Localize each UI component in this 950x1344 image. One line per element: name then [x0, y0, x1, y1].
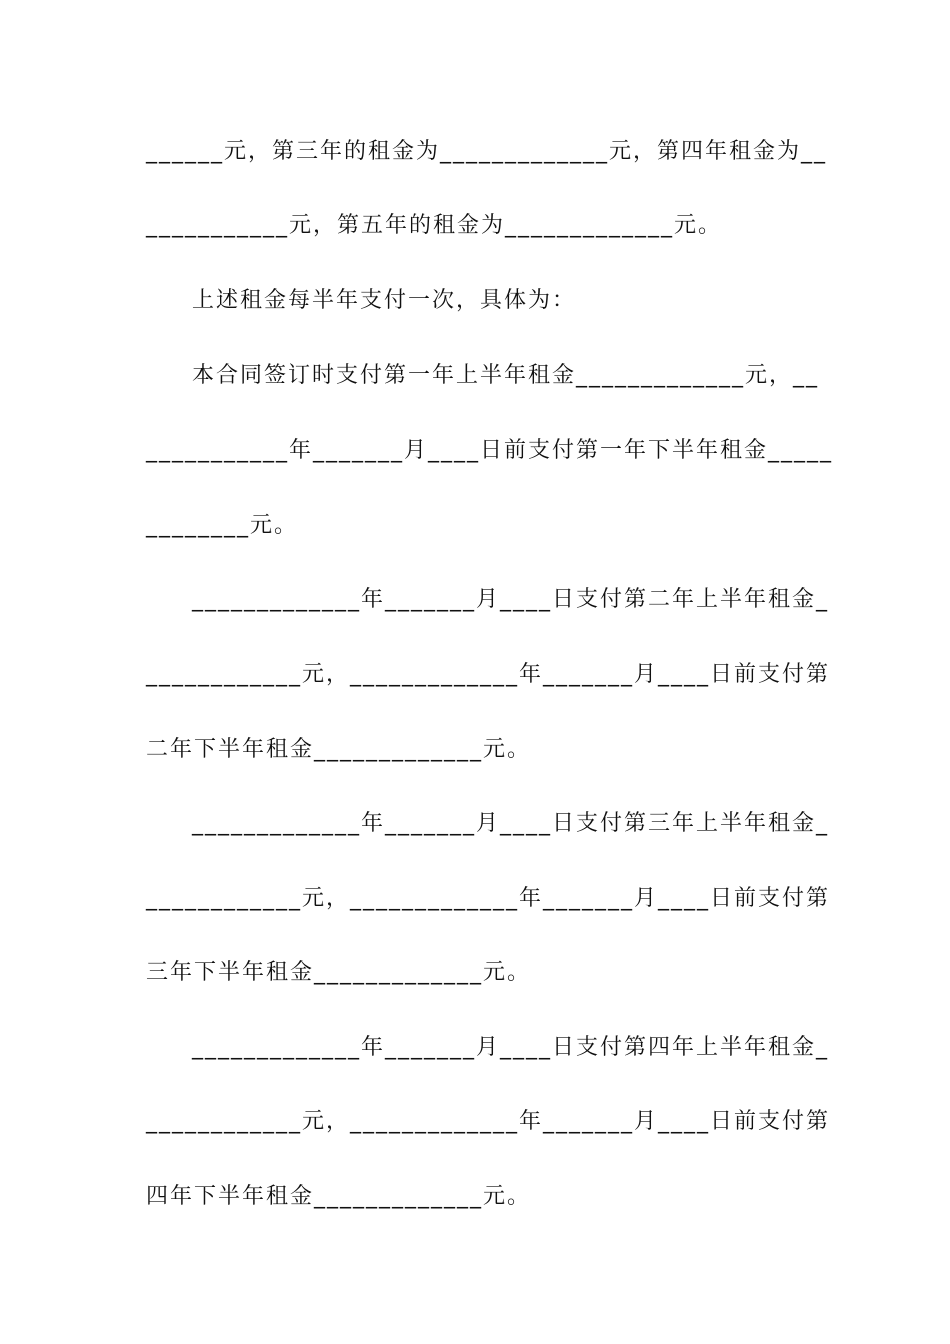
text-line: ______元，第三年的租金为_____________元，第四年租金为__ — [146, 139, 828, 164]
text-line: ___________元，第五年的租金为_____________元。 — [146, 213, 723, 238]
text-line: 三年下半年租金_____________元。 — [146, 960, 532, 985]
text-line: ________元。 — [146, 513, 299, 538]
text-line: ___________年_______月____日前支付第一年下半年租金_____ — [146, 438, 834, 463]
text-line: 二年下半年租金_____________元。 — [146, 737, 532, 762]
text-line: _____________年_______月____日支付第三年上半年租金_ — [192, 811, 830, 836]
text-line: 本合同签订时支付第一年上半年租金_____________元，__ — [192, 363, 820, 388]
text-line: ____________元，_____________年_______月____日前支付第 — [146, 662, 831, 687]
text-line: ____________元，_____________年_______月____日前支付第 — [146, 886, 831, 911]
text-line: 四年下半年租金_____________元。 — [146, 1184, 532, 1209]
text-line: _____________年_______月____日支付第四年上半年租金_ — [192, 1035, 830, 1060]
text-line: _____________年_______月____日支付第二年上半年租金_ — [192, 587, 830, 612]
text-line: ____________元，_____________年_______月____日前支付第 — [146, 1109, 831, 1134]
text-line: 上述租金每半年支付一次，具体为： — [192, 288, 577, 313]
